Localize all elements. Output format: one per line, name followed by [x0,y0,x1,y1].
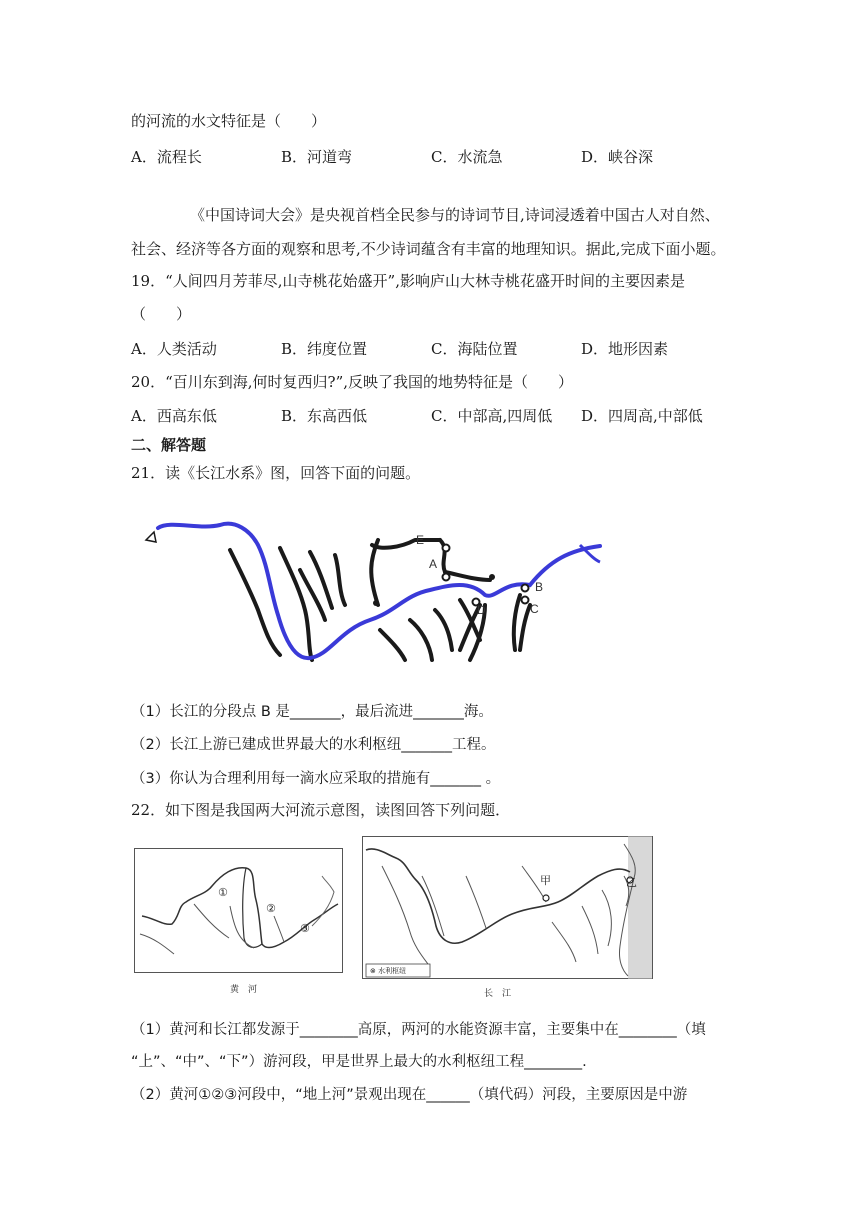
q22-sub-1a: （1）黄河和长江都发源于________高原，两河的水能资源丰富，主要集中在________（填 [131,1022,706,1038]
yangtze-caption: 长 江 [484,989,512,999]
intro-line-1: 《中国诗词大会》是央视首档全民参与的诗词节目,诗词浸透着中国古人对自然、 [190,206,720,224]
node-c [522,597,529,604]
legend-label: 水利枢纽 [378,967,407,975]
q20-stem: 20．“百川东到海,何时复西归?”,反映了我国的地势特征是（ ） [131,373,574,391]
q20-option-b: B．东高西低 [281,407,368,425]
q18-stem-tail: 的河流的水文特征是（ ） [131,112,327,130]
node-yichang [373,600,379,606]
label-e: E [416,533,425,547]
q22-sub-1b: “上”、“中”、“下”）游河段，甲是世界上最大的水利枢纽工程________. [131,1054,587,1070]
yangtze-main-stream [158,524,600,658]
q19-option-b: B．纬度位置 [281,340,368,358]
q19-option-c: C．海陆位置 [431,340,518,358]
q19-options [131,338,731,359]
label-section-2: ② [266,902,276,915]
q21-sub-2: （2）长江上游已建成世界最大的水利枢纽_______工程。 [131,737,496,753]
q19-stem-bracket: （ ） [131,305,192,323]
q18-option-d: D．峡谷深 [581,148,654,166]
q22-sub-2: （2）黄河①②③河段中，“地上河”景观出现在______（填代码）河段，主要原因是中游 [131,1087,688,1103]
node-a [443,574,450,581]
intro-line-2: 社会、经济等各方面的观察和思考,不少诗词蕴含有丰富的地理知识。据此,完成下面小题。 [131,240,726,258]
q19-option-d: D．地形因素 [581,340,669,358]
label-section-3: ③ [300,922,310,935]
label-b: B [535,580,544,594]
q21-title: 21．读《长江水系》图，回答下面的问题。 [131,464,421,482]
q19-option-a: A．人类活动 [131,340,217,358]
label-a: A [429,557,438,571]
label-yi: 乙 [626,876,637,889]
section-heading: 二、解答题 [131,436,207,454]
q21-sub-3: （3）你认为合理利用每一滴水应采取的措施有_______ 。 [131,771,501,787]
q20-option-a: A．西高东低 [131,407,217,425]
q18-option-c: C．水流急 [431,148,503,166]
yellow-river-caption: 黄 河 [230,985,258,995]
node-b [522,585,529,592]
yangtze-frame [363,837,653,979]
q21-sub-1: （1）长江的分段点 B 是_______，最后流进_______海。 [131,704,493,720]
q20-option-d: D．四周高,中部低 [581,407,703,425]
yangtze-map [362,836,656,1002]
node-e [443,545,450,552]
node-jia [543,895,549,901]
q19-stem: 19．“人间四月芳菲尽,山寺桃花始盛开”,影响庐山大林寺桃花盛开时间的主要因素是 [131,272,685,290]
label-jia: 甲 [540,874,551,887]
q18-option-a: A．流程长 [131,148,202,166]
node-wuhan [489,574,495,580]
yellow-river-frame [135,849,343,973]
label-section-1: ① [218,886,228,899]
q18-options [131,146,731,167]
yangtze-system-map [140,510,620,680]
q22-title: 22．如下图是我国两大河流示意图，读图回答下列问题． [131,801,511,819]
yellow-river-map [134,846,344,1002]
source-marker [146,532,156,542]
label-c: C [530,602,539,616]
legend-text: ⊗ 水利枢纽 [370,967,407,975]
q20-option-c: C．中部高,四周低 [431,407,553,425]
q20-options [131,405,731,426]
q18-option-b: B．河道弯 [281,148,353,166]
label-d: D [477,603,486,617]
